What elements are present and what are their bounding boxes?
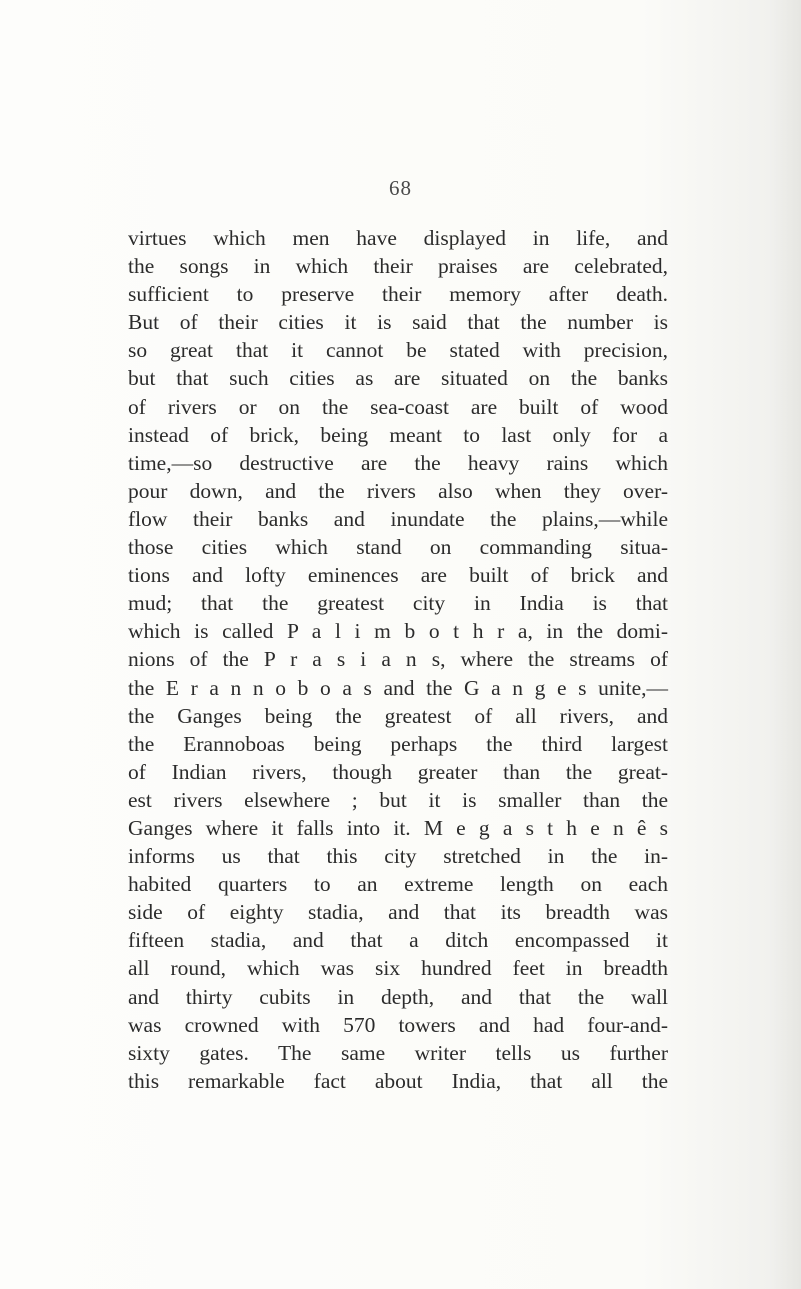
- text-line: all round, which was six hundred feet in breadth: [128, 956, 668, 981]
- text-line: sixty gates. The same writer tells us further: [128, 1040, 668, 1065]
- page-number: 68: [389, 176, 412, 200]
- text-line: but that such cities as are situated on the banks: [128, 366, 668, 391]
- body-text: [128, 224, 668, 1095]
- text-line: flow their banks and inundate the plains,—while: [128, 506, 668, 531]
- text-line: But of their cities it is said that the number is: [128, 310, 668, 335]
- text-line: Ganges where it falls into it. M e g a s t h e n ê s: [128, 815, 668, 840]
- text-line: est rivers elsewhere ; but it is smaller than the: [128, 787, 668, 812]
- text-line: informs us that this city stretched in the in-: [128, 844, 668, 869]
- text-line: fifteen stadia, and that a ditch encompassed it: [128, 928, 668, 953]
- text-line: the Ganges being the greatest of all rivers, and: [128, 703, 668, 728]
- text-line: tions and lofty eminences are built of brick and: [128, 563, 668, 588]
- text-line: of rivers or on the sea-coast are built of wood: [128, 394, 668, 419]
- text-line: which is called P a l i m b o t h r a, in the domi-: [128, 619, 668, 644]
- text-line: so great that it cannot be stated with precision,: [128, 338, 668, 363]
- text-line: virtues which men have displayed in life, and: [128, 226, 668, 250]
- text-line: mud; that the greatest city in India is that: [128, 591, 668, 616]
- text-line: nions of the P r a s i a n s, where the streams of: [128, 647, 668, 672]
- text-line: this remarkable fact about India, that all the: [128, 1068, 668, 1093]
- text-line: side of eighty stadia, and that its breadth was: [128, 900, 668, 925]
- text-line: of Indian rivers, though greater than the great-: [128, 759, 668, 784]
- text-line: was crowned with 570 towers and had four-and-: [128, 1012, 668, 1037]
- text-line: and thirty cubits in depth, and that the wall: [128, 984, 668, 1009]
- text-line: the songs in which their praises are celebrated,: [128, 254, 668, 279]
- text-line: the Erannoboas being perhaps the third largest: [128, 731, 668, 756]
- text-line: the E r a n n o b o a s and the G a n g e s unite,—: [128, 675, 668, 700]
- text-line: time,—so destructive are the heavy rains which: [128, 450, 668, 475]
- text-line: habited quarters to an extreme length on each: [128, 872, 668, 897]
- text-line: instead of brick, being meant to last only for a: [128, 422, 668, 447]
- text-line: sufficient to preserve their memory after death.: [128, 282, 668, 307]
- text-line: pour down, and the rivers also when they over-: [128, 478, 668, 503]
- text-line: those cities which stand on commanding situa-: [128, 535, 668, 560]
